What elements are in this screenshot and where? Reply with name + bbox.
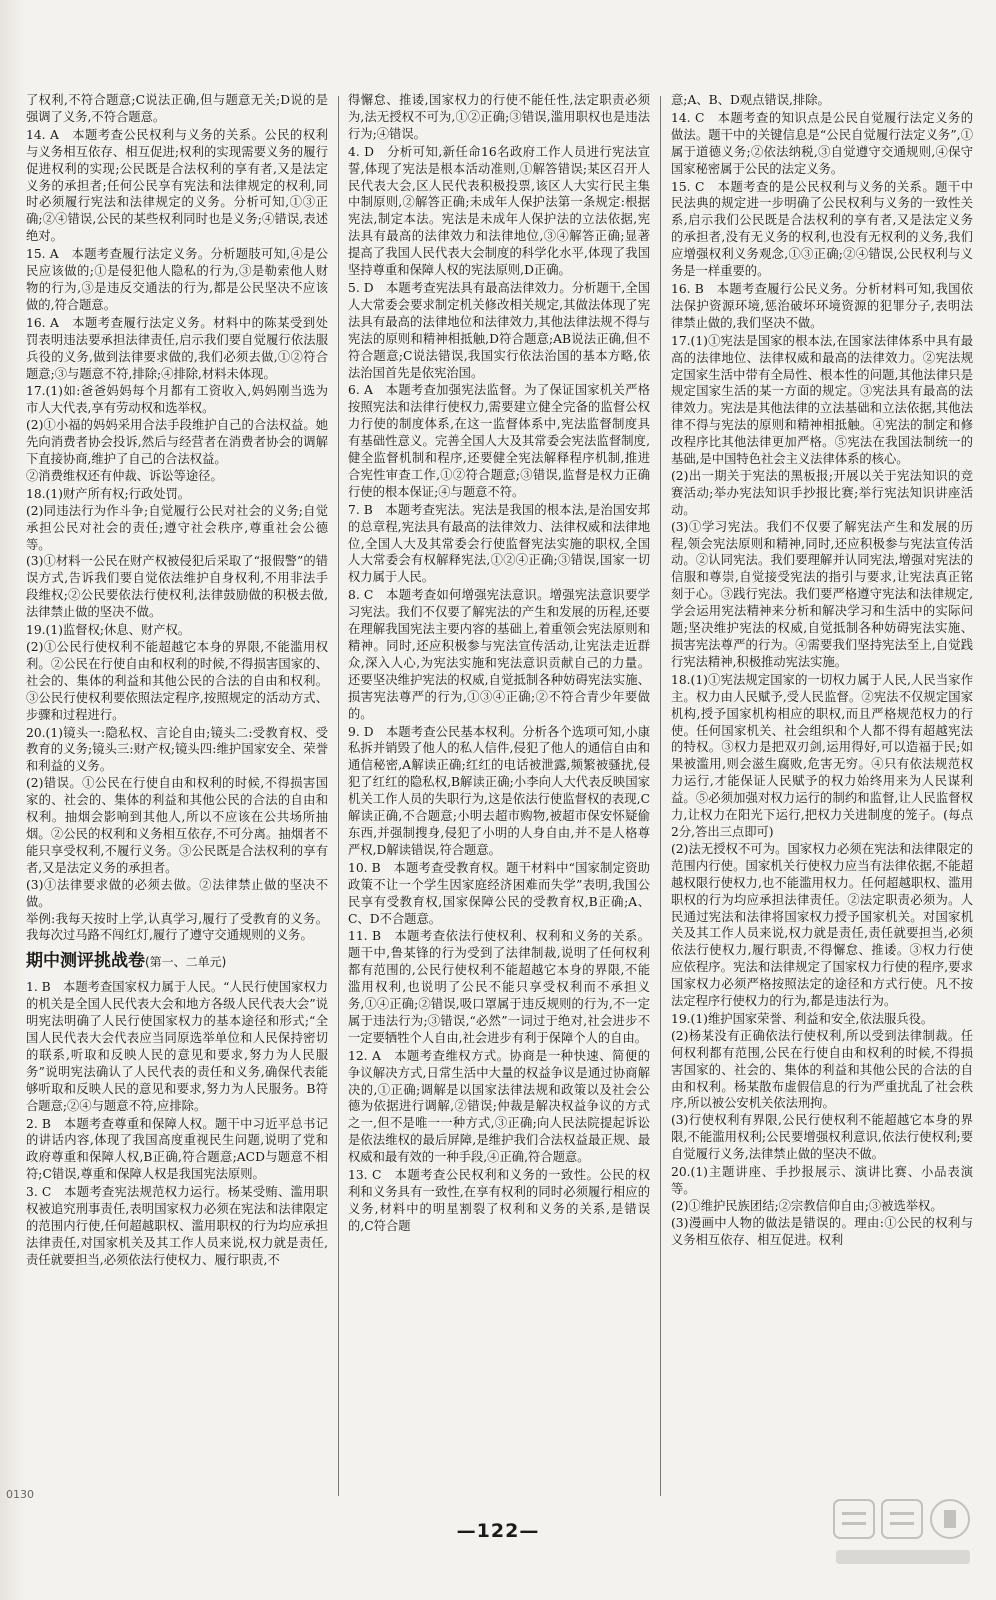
- answer-subitem: (3)漫画中人物的做法是错误的。理由:①公民的权利与义务相互依存、相互促进。权利: [671, 1215, 973, 1247]
- answer-subitem: (3)①学习宪法。我们不仅要了解宪法产生和发展的历程,领会宪法原则和精神,同时,还应积极参与宪法宣传活动。②认同宪法。我们要理解并认同宪法,增强对宪法的信服和尊崇,自觉接受宪法的指引与要求,让宪法真正铭刻于心。③践行宪法。我们要严格遵守宪法和法律规定,学会运用宪法精神来分析和解决学习和生活中的实际问题;坚决维护宪法的权威,自觉抵制各种妨碍宪法实施、损害宪法尊严的行为。④需要我们坚持宪法至上,自觉践行宪法精神,积极推动宪法实施。: [671, 519, 973, 669]
- answer-item: 2. B 本题考查尊重和保障人权。题干中习近平总书记的讲话内容,体现了我国高度重视民生问题,说明了党和政府尊重和保障人权,B正确,符合题意;ACD与题意不相符;C错误,尊重和保障人权是我国宪法原则。: [26, 1116, 328, 1182]
- answer-item: 16. B 本题考查履行公民义务。分析材料可知,我国依法保护资源环境,惩治破坏环境资源的犯罪分子,表明法律禁止做的,我们坚决不做。: [671, 281, 973, 330]
- section-heading-title: 期中测评挑战卷: [26, 951, 145, 972]
- answer-item: 6. A 本题考查加强宪法监督。为了保证国家机关严格按照宪法和法律行使权力,需要建立健全完备的监督公权力行使的制度体系,在这一监督体系中,宪法监督制度具有基础性意义。完善全国人大及其常委会宪法监督制度,健全监督机制和程序,还要健全宪法解释程序机制,推进合宪性审查工作,①②符合题意;③错误,监督是权力正确行使的根本保证;④与题意不符。: [348, 383, 650, 499]
- column-1: [26, 92, 328, 1502]
- answer-subitem: ②消费维权还有仲裁、诉讼等途径。: [26, 468, 223, 483]
- answer-subitem: (2)法无授权不可为。国家权力必须在宪法和法律限定的范围内行使。国家机关行使权力应当有法律依据,不能超越权限行使权力,也不能滥用权力。任何超越职权、滥用职权的行为均应承担法律责任。②法定职责必须为。人民通过宪法和法律将国家权力授予国家机关。对国家机关及其工作人员来说,权力就是责任,责任就要担当,必须依法行使权力,履行职责,不得懈怠、推诿。③权力行使应依程序。宪法和法律规定了国家权力行使的程序,要求国家权力必须严格按照法定的途径和方式行使。凡不按法定程序行使权力的行为,都是违法行为。: [671, 841, 973, 1009]
- answer-item: 12. A 本题考查维权方式。协商是一种快速、简便的争议解决方式,日常生活中大量的权益争议是通过协商解决的,①正确;调解是以国家法律法规和政策以及社会公德为依据进行调解,②错误;仲裁是解决权益争议的方式之一,但不是唯一一种方式,③正确;向人民法院提起诉讼是依法维权的最后屏障,是维护我们合法权益最正规、最权威和最有效的一种手段,④正确,符合题意。: [348, 1048, 650, 1165]
- binding-margin: [0, 0, 26, 1600]
- paragraph: 了权利,不符合题意;C说法正确,但与题意无关;D说的是强调了义务,不符合题意。: [26, 93, 328, 124]
- paragraph: 意;A、B、D观点错误,排除。: [671, 93, 830, 107]
- answer-item: 3. C 本题考查宪法规范权力运行。杨某受贿、滥用职权被追究刑事责任,表明国家权力必须在宪法和法律限定的范围内行使,任何超越职权、滥用职权的行为均应承担法律责任,对国家机关及其工作人员来说,权力就是责任,责任就要担当,必须依法行使权力、履行职责,不: [26, 1185, 328, 1267]
- answer-item: 9. D 本题考查公民基本权利。分析各个选项可知,小康私拆并销毁了他人的私人信件,侵犯了他人的通信自由和通信秘密,A解读正确;红红的电话被泄露,频繁被骚扰,侵犯了红红的隐私权,B解读正确;小李向人大代表反映国家机关工作人员的失职行为,这是依法行使监督权的表现,C解读正确,不合题意;小明去超市购物,被超市保安怀疑偷东西,并强制搜身,侵犯了小明的人身自由,并不是人格尊严权,D解读错误,符合题意。: [348, 724, 650, 857]
- answer-item: 13. C 本题考查公民权利和义务的一致性。公民的权利和义务具有一致性,在享有权利的同时必须履行相应的义务,材料中的明星割裂了权利和义务的关系,是错误的,C符合题: [348, 1168, 650, 1233]
- answer-item: 7. B 本题考查宪法。宪法是我国的根本法,是治国安邦的总章程,宪法具有最高的法律效力、法律权威和法律地位,全国人大及其常委会行使监督宪法实施的职权,全国人大常委会有权解释宪法,①②④正确;③错误,国家一切权力属于人民。: [348, 502, 650, 585]
- answer-item: 20.(1)主题讲座、手抄报展示、演讲比赛、小品表演等。: [671, 1165, 973, 1196]
- answer-item: 18.(1)①宪法规定国家的一切权力属于人民,人民当家作主。权力由人民赋予,受人民监督。②宪法不仅规定国家机构,授予国家机构相应的职权,而且严格规范权力的行使。任何国家机关、社会组织和个人都不得有超越宪法的特权。③权力是把双刃剑,运用得好,可以造福于民;如果被滥用,则会滋生腐败,危害无穷。④只有依法规范权力运行,才能保证人民赋予的权力始终用来为人民谋利益。⑤必须加强对权力运行的制约和监督,让人民监督权力,让权力在阳光下运行,把权力关进制度的笼子。(每点2分,答出三点即可): [671, 672, 973, 839]
- answer-item: 19.(1)维护国家荣誉、利益和安全,依法服兵役。: [671, 1011, 934, 1026]
- answer-subitem: (2)①小福的妈妈采用合法手段维护自己的合法权益。她先向消费者协会投诉,然后与经营者在消费者协会的调解下直接协商,维护了自己的合法权益。: [26, 418, 328, 467]
- answer-item: 1. B 本题考查国家权力属于人民。“人民行使国家权力的机关是全国人民代表大会和地方各级人民代表大会”说明宪法明确了人民行使国家权力的基本途径和形式;“全国人民代表大会代表应当同原选举单位和人民保持密切的联系,听取和反映人民的意见和要求,努力为人民服务”说明宪法确认了人民代表的责任和义务,确保代表能够听取和反映人民的意见和要求,努力为人民服务。B符合题意;②④与题意不符,应排除。: [26, 980, 328, 1113]
- answer-subitem: (2)杨某没有正确依法行使权利,所以受到法律制裁。任何权利都有范围,公民在行使自由和权利的时候,不得损害国家的、社会的、集体的利益和其他公民的合法的自由和权利。杨某散布虚假信息的行为严重扰乱了社会秩序,所以被公安机关依法刑拘。: [671, 1028, 973, 1111]
- answer-item: 16. A 本题考查履行法定义务。材料中的陈某受到处罚表明违法要承担法律责任,启示我们要自觉履行依法服兵役的义务,做到法律要求做的,我们必须去做,①②符合题意;③与题意不符,排除;④排除,材料未体现。: [26, 315, 328, 381]
- answer-subitem: (3)①法律要求做的必须去做。②法律禁止做的坚决不做。: [26, 877, 328, 909]
- answer-item: 19.(1)监督权;休息、财产权。: [26, 623, 191, 638]
- corner-code: 0130: [6, 1488, 34, 1501]
- answer-item: 18.(1)财产所有权;行政处罚。: [26, 486, 191, 501]
- column-2: [348, 92, 650, 1502]
- answer-subitem: 举例:我每天按时上学,认真学习,履行了受教育的义务。我每次过马路不闯红灯,履行了遵守交通规则的义务。: [26, 911, 328, 943]
- answer-item: 17.(1)如:爸爸妈妈每个月都有工资收入,妈妈刚当选为市人大代表,享有劳动权和选举权。: [26, 384, 328, 416]
- answer-item: 14. A 本题考查公民权利与义务的关系。公民的权利与义务相互依存、相互促进;权利的实现需要义务的履行促进权利的实现;公民既是合法权利的享有者,又是法定义务的承担者;任何公民享有宪法和法律规定的权利,同时必须履行宪法和法律规定的义务。分析可知,①③正确;②④错误,公民的某些权利同时也是义务;④错误,表述绝对。: [26, 127, 328, 244]
- column-3: [671, 92, 973, 1502]
- section-heading-note: (第一、二单元): [145, 955, 227, 970]
- answer-item: 4. D 分析可知,新任命16名政府工作人员进行宪法宣誓,体现了宪法是根本活动准则,①解答错误;某区召开人民代表大会,区人民代表积极投票,该区人大实行民主集中制原则,②解答正确;未成年人保护法第一条规定:根据宪法,制定本法。宪法是未成年人保护法的立法依据,宪法具有最高的法律效力和法律地位,③④解答正确;显著提高了我国人民代表大会制度的科学化水平,体现了我国坚持尊重和保障人权的宪法原则,D正确。: [348, 144, 650, 278]
- column-divider: [660, 96, 661, 1496]
- answer-subitem: (2)错误。①公民在行使自由和权利的时候,不得损害国家的、社会的、集体的利益和其他公民的合法的自由和权利。抽烟会影响到其他人,所以不应该在公共场所抽烟。②公民的权利和义务相互依存,不可分离。抽烟者不能只享受权利,不履行义务。③公民既是合法权利的享有者,又是法定义务的承担者。: [26, 776, 328, 875]
- answer-item: 11. B 本题考查依法行使权利、权利和义务的关系。题干中,鲁某锋的行为受到了法律制裁,说明了任何权利都有范围的,公民行使权利不能超越它本身的界限,不能滥用权利,也说明了公民不能只享受权利而不承担义务,①④正确;②错误,吸口罩属于违反规则的行为,不一定属于违法行为;③错误,“必然”一词过于绝对,社会进步不一定要牺牲个人自由,社会进步有利于保障个人的自由。: [348, 929, 650, 1045]
- answer-item: 15. C 本题考查的是公民权利与义务的关系。题干中民法典的规定进一步明确了公民权利与义务的一致性关系,启示我们公民既是合法权利的享有者,又是法定义务的承担者,没有无义务的权利,也没有无权利的义务,我们应增强权利义务观念,①③正确;②④错误,公民权利与义务是一样重要的。: [671, 179, 973, 279]
- answer-item: 17.(1)①宪法是国家的根本法,在国家法律体系中具有最高的法律地位、法律权威和最高的法律效力。②宪法规定国家生活中带有全局性、根本性的问题,其他法律只是规定国家生活的某一方面的规定。③宪法具有最高的法律效力。宪法是其他法律的立法基础和立法依据,其他法律不得与宪法的原则和精神相抵触。④宪法的制定和修改程序比其他法律更加严格。⑤宪法在我国法制统一的基础,是中国特色社会主义法律体系的核心。: [671, 333, 973, 467]
- answer-subitem: (3)行使权利有界限,公民行使权利不能超越它本身的界限,不能滥用权利;公民要增强权利意识,依法行使权利;要自觉履行义务,法律禁止做的坚决不做。: [671, 1113, 973, 1162]
- answer-subitem: (2)同违法行为作斗争;自觉履行公民对社会的义务;自觉承担公民对社会的责任;遵守社会秩序,尊重社会公德等。: [26, 503, 328, 552]
- answer-item: 14. C 本题考查的知识点是公民自觉履行法定义务的做法。题干中的关键信息是“公民自觉履行法定义务”,①属于道德义务;②依法纳税,③自觉遵守交通规则,④保守国家秘密属于公民的法定义务。: [671, 110, 973, 176]
- answer-item: 20.(1)镜头一:隐私权、言论自由;镜头二:受教育权、受教育的义务;镜头三:财产权;镜头四:维护国家安全、荣誉和利益的义务。: [26, 725, 328, 774]
- answer-subitem: (2)①公民行使权利不能超越它本身的界限,不能滥用权利。②公民在行使自由和权利的时候,不得损害国家的、社会的、集体的利益和其他公民的合法的自由和权利。③公民行使权利要依照法定程序,按照规定的活动方式、步骤和过程进行。: [26, 640, 328, 722]
- column-divider: [338, 96, 339, 1496]
- answer-subitem: (3)①材料一公民在财产权被侵犯后采取了“报假警”的错误方式,告诉我们要自觉依法维护自身权利,不用非法手段维权;②公民要依法行使权利,法律鼓励做的积极去做,法律禁止做的坚决不做。: [26, 554, 328, 620]
- page-number: —122—: [456, 1520, 540, 1542]
- answer-item: 10. B 本题考查受教育权。题干材料中“国家制定资助政策不让一个学生因家庭经济困难而失学”表明,我国公民享有受教育权,国家保障公民的受教育权,B正确;A、C、D不合题意。: [348, 860, 650, 926]
- paragraph: 得懈怠、推诿,国家权力的行使不能任性,法定职责必须为,法无授权不可为,①②正确;③错误,滥用职权也是违法行为;④错误。: [348, 93, 650, 141]
- answer-subitem: (2)①维护民族团结;②宗教信仰自由;③被选举权。: [671, 1198, 943, 1213]
- watermark-logo: [828, 1494, 978, 1574]
- answer-item: 15. A 本题考查履行法定义务。分析题肢可知,④是公民应该做的;①是侵犯他人隐私的行为,③是勒索他人财物的行为,③是违反交通法的行为,都是公民坚决不应该做的,符合题意。: [26, 247, 328, 312]
- answer-subitem: (2)出一期关于宪法的黑板报;开展以关于宪法知识的竞赛活动;举办宪法知识手抄报比赛;举行宪法知识讲座活动。: [671, 468, 973, 517]
- section-heading: [26, 950, 328, 973]
- answer-item: 5. D 本题考查宪法具有最高法律效力。分析题干,全国人大常委会要求制定机关修改相关规定,其做法体现了宪法具有最高的法律地位和法律效力,其他法律法规不得与宪法的原则和精神相抵触,D符合题意;AB说法正确,但不符合题意;C说法错误,我国实行依法治国的基本方略,依法治国首先是依宪治国。: [348, 280, 650, 380]
- answer-item: 8. C 本题考查如何增强宪法意识。增强宪法意识要学习宪法。我们不仅要了解宪法的产生和发展的历程,还要在理解我国宪法主要内容的基础上,着重领会宪法原则和精神。同时,还应积极参与宪法宣传活动,让宪法走近群众,深入人心,为宪法实施和宪法意识贡献自己的力量。还要坚决维护宪法的权威,自觉抵制各种妨碍宪法实施、损害宪法尊严的行为,①③④正确;②不符合青少年要做的。: [348, 588, 650, 721]
